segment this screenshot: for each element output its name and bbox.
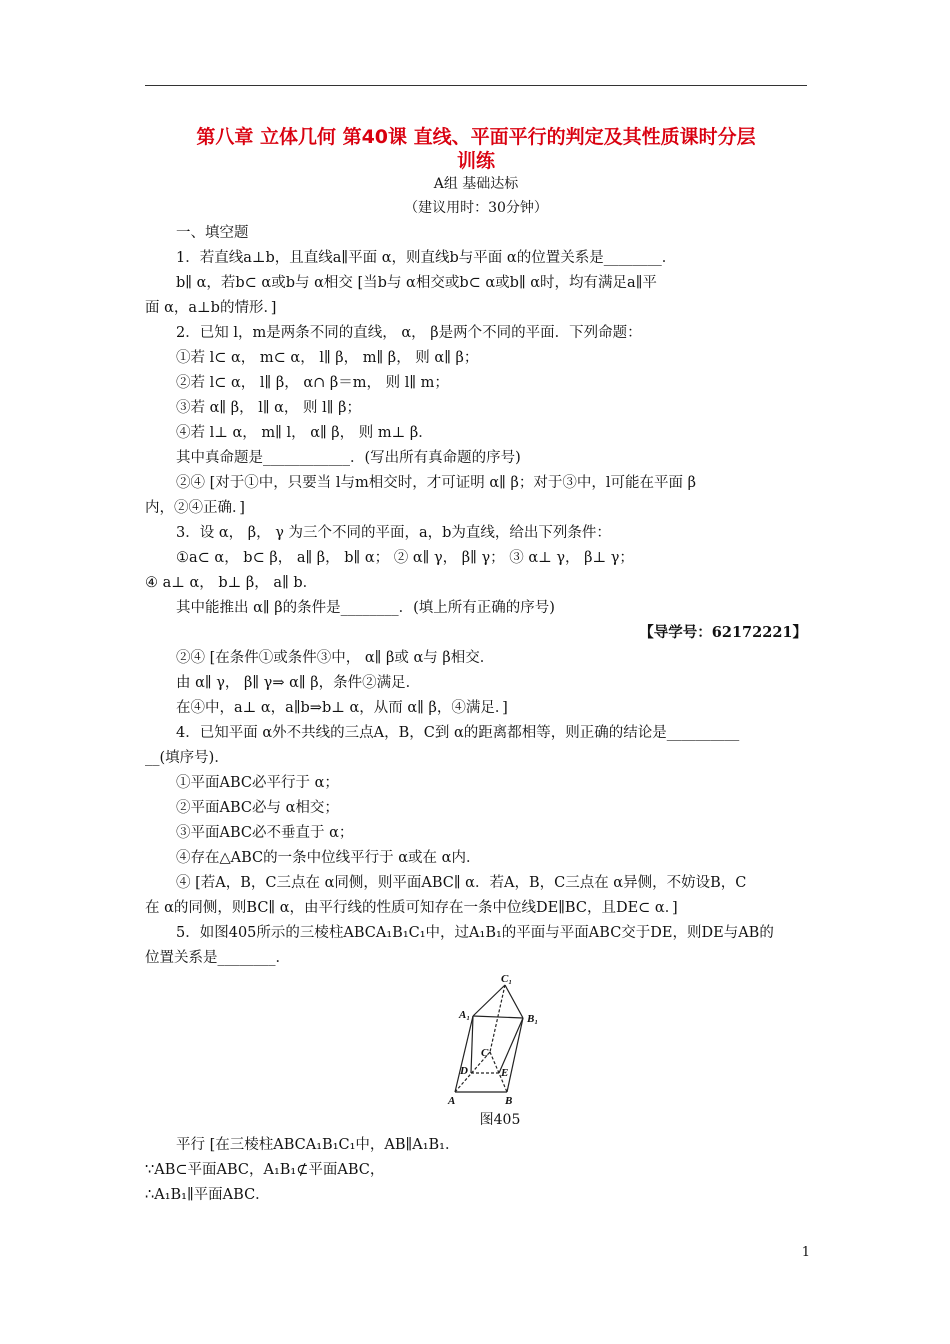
q2-option-4: ④若 l⊥ α， m∥ l， α∥ β， 则 m⊥ β．: [176, 425, 433, 441]
q4-option-4: ④存在△ABC的一条中位线平行于 α或在 α内．: [176, 850, 481, 866]
group-label: A组 基础达标: [433, 176, 519, 192]
q4-option-3: ③平面ABC必不垂直于 α；: [176, 825, 354, 841]
page-title: 第八章 立体几何 第40课 直线、平面平行的判定及其性质课时分层: [196, 126, 756, 148]
question-2: 2．已知 l，m是两条不同的直线， α， β是两个不同的平面．下列命题：: [176, 325, 642, 341]
label-b1: B₁: [527, 1013, 539, 1025]
answer-1: b∥ α，若b⊂ α或b与 α相交 [当b与 α相交或b⊂ α或b∥ α时，均有满足a∥平: [176, 275, 657, 291]
label-c: C: [481, 1047, 489, 1059]
answer-3-cont2: 在④中，a⊥ α，a∥b⇒b⊥ α，从而 α∥ β，④满足．]: [176, 700, 508, 716]
q2-option-2: ②若 l⊂ α， l∥ β， α∩ β＝m， 则 l∥ m；: [176, 375, 449, 391]
guide-number: 【导学号：62172221】: [639, 624, 807, 641]
label-b: B: [505, 1095, 513, 1105]
q2-prompt: 其中真命题是____________．(写出所有真命题的序号): [176, 450, 521, 466]
page-title-cont: 训练: [456, 150, 495, 172]
label-a1: A₁: [459, 1009, 471, 1021]
q3-conditions-cont: ④ a⊥ α， b⊥ β， a∥ b．: [145, 575, 318, 591]
label-d: D: [460, 1065, 468, 1077]
label-e: E: [501, 1067, 509, 1079]
answer-4: ④ [若A，B，C三点在 α同侧，则平面ABC∥ α．若A，B，C三点在 α异侧，不妨设B，C: [176, 875, 747, 891]
q4-option-1: ①平面ABC必平行于 α；: [176, 775, 339, 791]
prism-figure: [445, 970, 555, 1105]
label-c1: C₁: [501, 973, 513, 985]
figure-caption: 图405: [479, 1112, 521, 1128]
answer-2-cont: 内，②④正确．]: [145, 500, 245, 516]
q3-conditions: ①a⊂ α， b⊂ β， a∥ β， b∥ α； ② α∥ γ， β∥ γ； ③ α⊥ γ， β⊥ γ；: [176, 550, 634, 566]
question-5: 5．如图405所示的三棱柱ABCA₁B₁C₁中，过A₁B₁的平面与平面ABC交于DE，则DE与AB的: [176, 925, 774, 941]
answer-2: ②④ [对于①中，只要当 l与m相交时，才可证明 α∥ β；对于③中，l可能在平面 β: [176, 475, 696, 491]
answer-5: 平行 [在三棱柱ABCA₁B₁C₁中，AB∥A₁B₁．: [176, 1137, 460, 1153]
question-4-cont: __(填序号)．: [145, 750, 229, 766]
question-3: 3．设 α， β， γ 为三个不同的平面，a，b为直线，给出下列条件：: [176, 525, 611, 541]
time-note: （建议用时：30分钟）: [404, 200, 548, 216]
q3-prompt: 其中能推出 α∥ β的条件是________．(填上所有正确的序号): [176, 600, 555, 616]
q4-option-2: ②平面ABC必与 α相交；: [176, 800, 339, 816]
answer-3: ②④ [在条件①或条件③中， α∥ β或 α与 β相交．: [176, 650, 495, 666]
header-rule: [145, 85, 807, 86]
page-number: 1: [801, 1245, 810, 1260]
answer-1-cont: 面 α，a⊥b的情形．]: [145, 300, 277, 316]
label-a: A: [448, 1095, 456, 1105]
answer-5-cont2: ∴A₁B₁∥平面ABC．: [145, 1187, 270, 1203]
question-1: 1．若直线a⊥b，且直线a∥平面 α，则直线b与平面 α的位置关系是________．: [176, 250, 677, 266]
q2-option-1: ①若 l⊂ α， m⊂ α， l∥ β， m∥ β， 则 α∥ β；: [176, 350, 479, 366]
question-4: 4．已知平面 α外不共线的三点A，B，C到 α的距离都相等，则正确的结论是__________: [176, 725, 740, 741]
section-heading: 一、填空题: [176, 225, 249, 241]
answer-3-cont1: 由 α∥ γ， β∥ γ⇒ α∥ β，条件②满足．: [176, 675, 421, 691]
question-5-cont: 位置关系是________．: [145, 950, 290, 966]
answer-5-cont1: ∵AB⊂平面ABC，A₁B₁⊄平面ABC，: [145, 1162, 385, 1178]
q2-option-3: ③若 α∥ β， l∥ α， 则 l∥ β；: [176, 400, 361, 416]
answer-4-cont: 在 α的同侧，则BC∥ α，由平行线的性质可知存在一条中位线DE∥BC，且DE⊂ α．]: [145, 900, 678, 916]
